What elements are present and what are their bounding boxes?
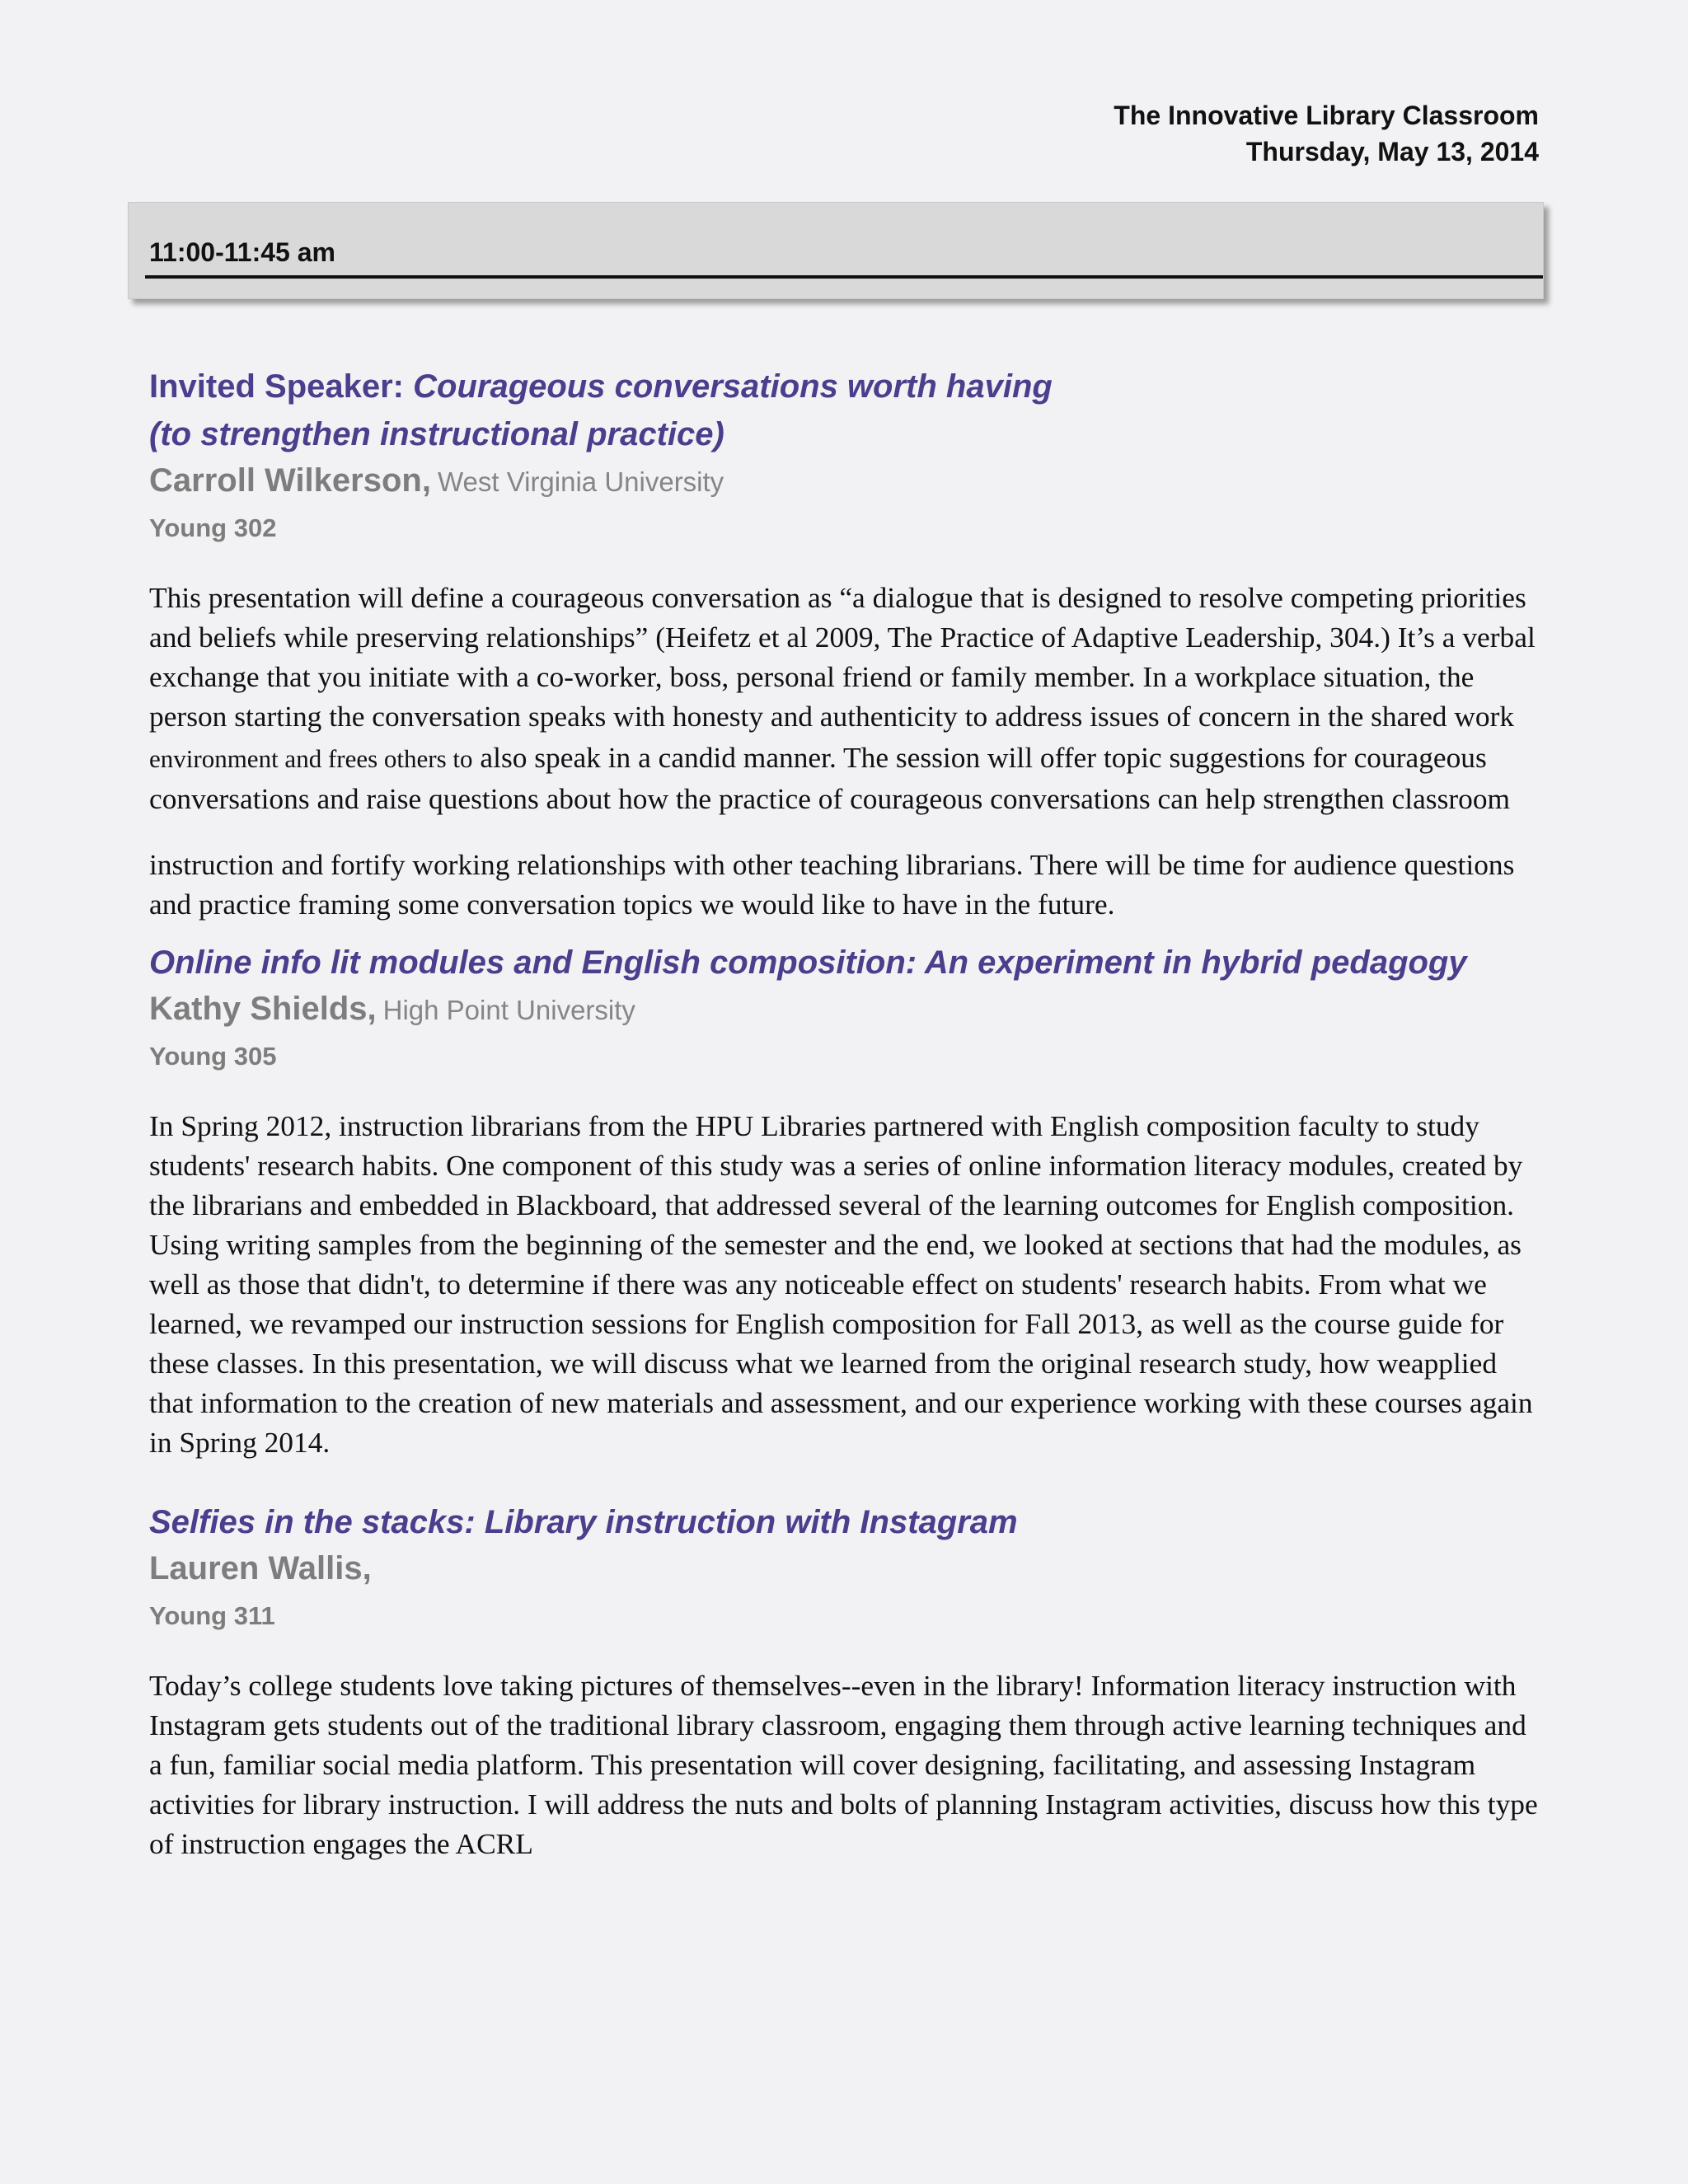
event-date: Thursday, May 13, 2014 bbox=[1245, 137, 1539, 166]
time-slot-bar bbox=[128, 202, 1544, 299]
speaker-affiliation: High Point University bbox=[382, 995, 635, 1025]
session-description-continued: instruction and fortify working relationships with other teaching librarians. There will be time for audience questions and practice framing some conversation topics we would like to have in the future. bbox=[149, 848, 1515, 921]
session-room: Young 311 bbox=[149, 1601, 275, 1630]
event-title: The Innovative Library Classroom bbox=[1114, 101, 1539, 130]
session-title-line2: (to strengthen instructional practice) bbox=[149, 416, 724, 452]
time-slot: 11:00-11:45 am bbox=[149, 237, 335, 267]
time-slot-rule bbox=[145, 275, 1543, 279]
session-title bbox=[149, 1498, 1542, 1546]
session-description-end: also speak in a candid manner. The session will offer topic suggestions for courageous conversations and raise questions about how the practice of courageous conversations can help strengthen classroom bbox=[149, 741, 1511, 815]
session-prefix: Invited Speaker: bbox=[149, 368, 414, 405]
sessions-content bbox=[149, 363, 1542, 1863]
speaker-affiliation: West Virginia University bbox=[437, 466, 724, 497]
session-description: Today’s college students love taking pictures of themselves--even in the library! Information literacy instruction with Instagram gets students out of the traditional library classroom, engaging them through active learning techniques and a fun, familiar social media platform. This presentation will cover designing, facilitating, and assessing Instagram activities for library instruction. I will address the nuts and bolts of planning Instagram activities, discuss how this type of instruction engages the ACRL bbox=[149, 1669, 1538, 1860]
session-selfies bbox=[149, 1498, 1542, 1863]
speaker-line bbox=[149, 987, 1542, 1038]
speaker-name: Carroll Wilkerson, bbox=[149, 462, 431, 499]
page-header bbox=[1114, 97, 1539, 170]
session-title-text: Online info lit modules and English composition: An experiment in hybrid pedagogy bbox=[149, 944, 1467, 981]
speaker-name: Lauren Wallis, bbox=[149, 1550, 372, 1586]
session-title-line1: Courageous conversations worth having bbox=[413, 368, 1053, 405]
session-title bbox=[149, 363, 1542, 458]
speaker-name: Kathy Shields, bbox=[149, 991, 377, 1027]
speaker-line bbox=[149, 1546, 1542, 1598]
session-title bbox=[149, 939, 1542, 987]
session-description: In Spring 2012, instruction librarians from the HPU Libraries partnered with English composition faculty to study students' research habits. One component of this study was a series of online information literacy modules, created by the librarians and embedded in Blackboard, that addressed several of the learning outcomes for English composition. Using writing samples from the beginning of the semester and the end, we looked at sections that had the modules, as well as those that didn't, to determine if there was any noticeable effect on students' research habits. From what we learned, we revamped our instruction sessions for English composition for Fall 2013, as well as the course guide for these classes. In this presentation, we will discuss what we learned from the original research study, how weapplied that information to the creation of new materials and assessment, and our experience working with these courses again in Spring 2014. bbox=[149, 1109, 1533, 1459]
session-room: Young 305 bbox=[149, 1042, 277, 1071]
session-online-modules bbox=[149, 939, 1542, 1462]
session-description bbox=[149, 578, 1542, 818]
session-description-small: environment and frees others to bbox=[149, 744, 473, 773]
session-room: Young 302 bbox=[149, 513, 277, 542]
session-description-text: This presentation will define a courageous conversation as “a dialogue that is designed to resolve competing priorities and beliefs while preserving relationships” (Heifetz et al 2009, The Practice of Adaptive Leadership, 304.) It’s a verbal exchange that you initiate with a co-worker, boss, personal friend or family member. In a workplace situation, the person starting the conversation speaks with honesty and authenticity to address issues of concern in the shared work bbox=[149, 581, 1536, 733]
session-title-text: Selfies in the stacks: Library instruction with Instagram bbox=[149, 1504, 1018, 1540]
session-invited-speaker bbox=[149, 363, 1542, 924]
speaker-line bbox=[149, 458, 1542, 510]
